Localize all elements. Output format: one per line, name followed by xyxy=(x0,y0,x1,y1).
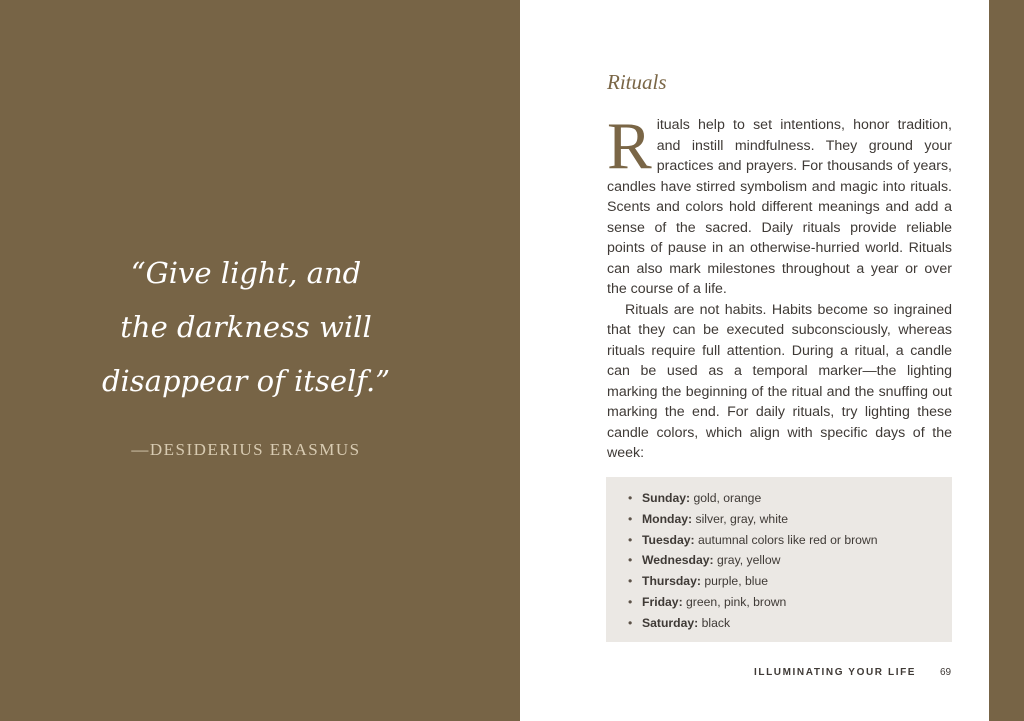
bullet-icon: • xyxy=(628,574,633,589)
list-item xyxy=(628,571,952,592)
day-label: Saturday: xyxy=(642,615,699,630)
quote xyxy=(60,246,432,408)
quote-line: “Give light, and xyxy=(130,256,362,290)
section-title: Rituals xyxy=(607,70,667,94)
quote-line: disappear of itself.” xyxy=(101,364,391,398)
day-label: Tuesday: xyxy=(642,532,695,547)
quote-attribution: —DESIDERIUS ERASMUS xyxy=(131,440,361,459)
list-item xyxy=(628,488,952,509)
day-label: Wednesday: xyxy=(642,553,714,568)
day-colors: black xyxy=(701,615,731,630)
day-colors: purple, blue xyxy=(704,574,769,589)
day-label: Thursday: xyxy=(642,574,701,589)
paragraph-1 xyxy=(607,109,952,300)
paragraph-2: Rituals are not habits. Habits become so ingrained that they can be executed subconsciously, whereas rituals require full attention. During a ritual, a candle can be used as a temporal marker—the lighting marking the beginning of the ritual and the snuffing out marking the end. For daily rituals, try lighting these candle colors, which align with specific days of the week: xyxy=(607,301,952,461)
bullet-icon: • xyxy=(628,594,633,609)
bullet-icon: • xyxy=(628,511,633,526)
list-item xyxy=(628,530,952,551)
day-label: Friday: xyxy=(642,594,683,609)
list-item xyxy=(628,509,952,530)
bullet-icon: • xyxy=(628,491,633,505)
list-item xyxy=(628,613,952,634)
day-colors: gold, orange xyxy=(693,491,762,505)
day-label: Sunday: xyxy=(642,491,691,505)
paragraph-1-text: ituals help to set intentions, honor tradition, and instill mindfulness. They ground your practices and prayers. For thousands of years, candles have stirred symbolism and magic into rituals. Scents and colors hold different meanings and add a sense of the sacred. Daily rituals provide reliable points of pause in an otherwise-hurried world. Rituals can also mark milestones throughout a year or over the course of a life. xyxy=(607,117,952,297)
candle-days-list xyxy=(606,477,952,634)
day-label: Monday: xyxy=(642,511,693,526)
bullet-icon: • xyxy=(628,532,633,547)
running-title: ILLUMINATING YOUR LIFE xyxy=(754,667,917,678)
day-colors: gray, yellow xyxy=(716,553,781,568)
body-text xyxy=(607,109,952,464)
drop-cap: R xyxy=(607,109,652,183)
list-item xyxy=(628,550,952,571)
bullet-icon: • xyxy=(628,615,633,630)
page-number: 69 xyxy=(940,667,952,678)
candle-days-box xyxy=(606,477,952,642)
quote-line: the darkness will xyxy=(120,310,372,344)
right-page-edge xyxy=(989,0,1024,721)
day-colors: green, pink, brown xyxy=(686,594,787,609)
day-colors: autumnal colors like red or brown xyxy=(698,532,878,547)
list-item xyxy=(628,592,952,613)
day-colors: silver, gray, white xyxy=(695,511,789,526)
bullet-icon: • xyxy=(628,553,633,568)
